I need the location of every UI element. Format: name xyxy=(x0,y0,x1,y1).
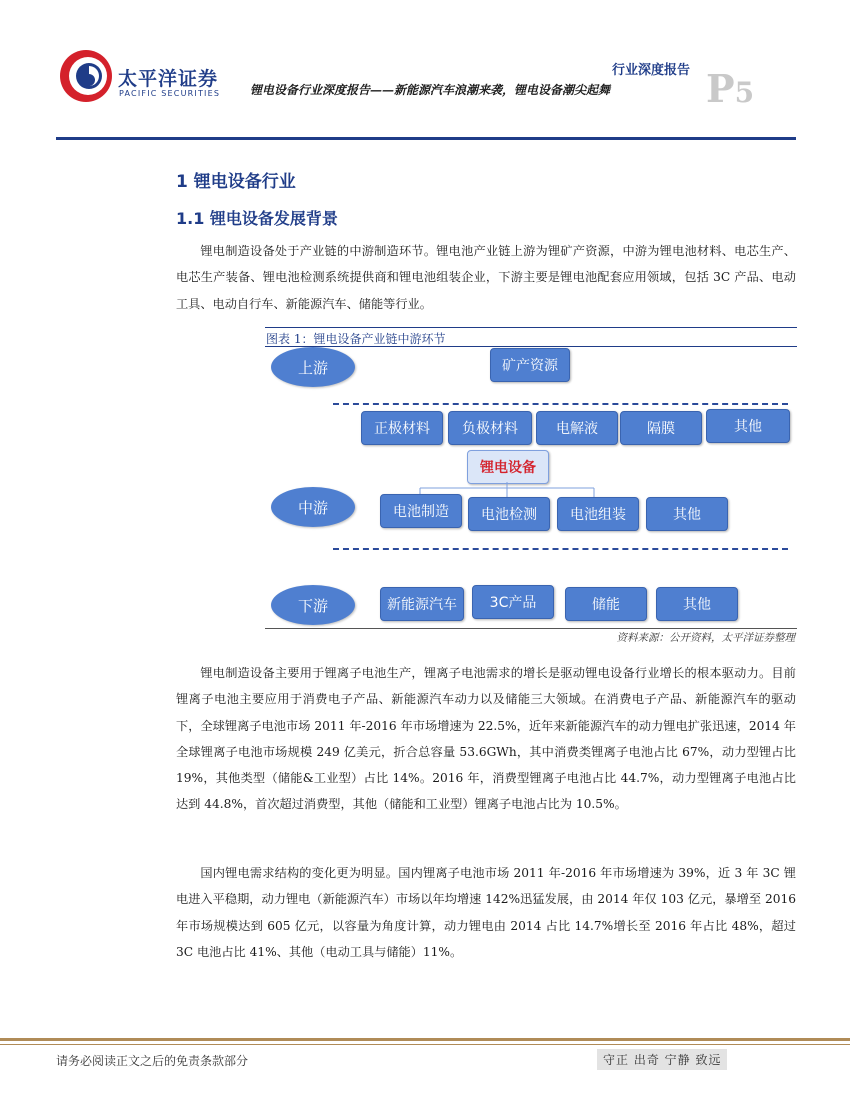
material-item: 负极材料 xyxy=(448,411,532,445)
downstream-item: 其他 xyxy=(656,587,738,621)
figure-bottom-rule xyxy=(265,628,797,629)
figure-source-note: 资料来源：公开资料，太平洋证券整理 xyxy=(616,632,795,644)
downstream-item: 3C产品 xyxy=(472,585,554,619)
downstream-item: 储能 xyxy=(565,587,647,621)
material-item: 正极材料 xyxy=(361,411,443,445)
tier-divider-1 xyxy=(333,403,788,405)
equipment-item: 其他 xyxy=(646,497,728,531)
equipment-item: 电池组装 xyxy=(557,497,639,531)
upstream-item: 矿产资源 xyxy=(490,348,570,382)
footer-divider-top xyxy=(0,1038,850,1041)
company-logo-icon xyxy=(58,48,114,104)
subsection-heading: 1.1 锂电设备发展背景 xyxy=(176,209,338,228)
equipment-item: 电池制造 xyxy=(380,494,462,528)
report-type-label: 行业深度报告 xyxy=(611,63,690,78)
material-item: 电解液 xyxy=(536,411,618,445)
section-heading: 1 锂电设备行业 xyxy=(176,172,296,192)
figure-caption-rule xyxy=(265,346,797,347)
footer-disclaimer: 请务必阅读正文之后的免责条款部分 xyxy=(56,1054,249,1068)
footer-motto: 守正 出奇 宁静 致远 xyxy=(597,1049,727,1070)
material-item: 隔膜 xyxy=(620,411,702,445)
logo-chinese-name: 太平洋证券 xyxy=(118,68,219,90)
core-equipment-box: 锂电设备 xyxy=(467,450,549,484)
tier-upstream: 上游 xyxy=(271,347,355,387)
body-paragraph-2: 锂电制造设备主要用于锂离子电池生产，锂离子电池需求的增长是驱动锂电设备行业增长的根本驱动力。目前锂离子电池主要应用于消费电子产品、新能源汽车动力以及储能三大领域。在消费电子产品、新能源汽车的驱动下，全球锂离子电池市场 2011 年-2016 年市场增速为 22.5%，近年来新能源汽车的动力锂电扩张迅速，2014 年全球锂离子电池市场规模 249 亿美元，折合总容量 53.6GWh，其中消费类锂离子电池占比 67%，动力型锂占比 19%，其他类型（储能&工业型）占比 14%。2016 年，消费型锂离子电池占比 44.7%，动力型锂离子电池占比达到 44.8%，首次超过消费型，其他（储能和工业型）锂离子电池占比为 10.5%。 xyxy=(176,666,796,812)
footer-divider-thin xyxy=(0,1044,850,1045)
page-number xyxy=(706,66,755,111)
material-item: 其他 xyxy=(706,409,790,443)
body-paragraph-3: 国内锂电需求结构的变化更为明显。国内锂离子电池市场 2011 年-2016 年市场增速为 39%，近 3 年 3C 锂电进入平稳期，动力锂电（新能源汽车）市场以年均增速 142%迅猛发展，由 2014 年仅 103 亿元，暴增至 2016 年市场规模达到 605 亿元，以容量为角度计算，动力锂电由 2014 占比 14.7%增长至 2016 年占比 48%，超过 3C 电池占比 41%、其他（电动工具与储能）11%。 xyxy=(176,866,796,959)
figure-top-rule xyxy=(265,327,797,328)
logo-english-name: PACIFIC SECURITIES xyxy=(119,89,221,98)
tier-divider-2 xyxy=(333,548,788,550)
page-letter: P xyxy=(706,66,735,111)
report-title: 锂电设备行业深度报告——新能源汽车浪潮来袭，锂电设备潮尖起舞 xyxy=(250,83,611,97)
figure-caption: 图表 1：锂电设备产业链中游环节 xyxy=(266,332,446,346)
equipment-item: 电池检测 xyxy=(468,497,550,531)
body-paragraph-1: 锂电制造设备处于产业链的中游制造环节。锂电池产业链上游为锂矿产资源，中游为锂电池材料、电芯生产、电芯生产装备、锂电池检测系统提供商和锂电池组装企业，下游主要是锂电池配套应用领域，包括 3C 产品、电动工具、电动自行车、新能源汽车、储能等行业。 xyxy=(176,244,796,311)
tier-midstream: 中游 xyxy=(271,487,355,527)
tier-downstream: 下游 xyxy=(271,585,355,625)
page-digit: 5 xyxy=(734,76,755,109)
header-divider xyxy=(56,137,796,140)
downstream-item: 新能源汽车 xyxy=(380,587,464,621)
